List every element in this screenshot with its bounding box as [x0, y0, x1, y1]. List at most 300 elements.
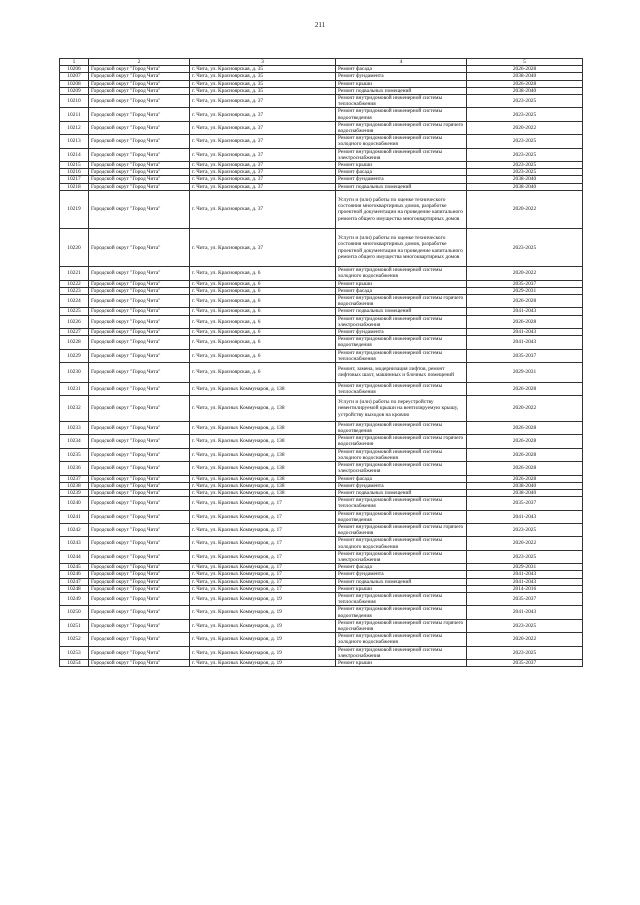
municipality: Городской округ "Город Чита" — [89, 267, 190, 280]
address: г. Чита, ул. Красных Коммунаров, д. 19 — [190, 606, 336, 619]
municipality: Городской округ "Город Чита" — [89, 475, 190, 482]
period: 2035-2037 — [467, 349, 583, 362]
address: г. Чита, ул. Красных Коммунаров, д. 17 — [190, 578, 336, 585]
row-number: 10247 — [60, 578, 89, 585]
period: 2041-2043 — [467, 578, 583, 585]
work-type: Ремонт внутридомовой инженерной системы холодного водоснабжения — [336, 633, 467, 646]
municipality: Городской округ "Город Чита" — [89, 87, 190, 94]
table-row — [60, 571, 583, 578]
municipality: Городской округ "Город Чита" — [89, 396, 190, 422]
row-number: 10229 — [60, 349, 89, 362]
address: г. Чита, ул. Красных Коммунаров, д. 138 — [190, 396, 336, 422]
address: г. Чита, ул. Красных Коммунаров, д. 138 — [190, 382, 336, 395]
period: 2023-2025 — [467, 148, 583, 161]
header-col-2: 2 — [89, 59, 190, 66]
work-type: Ремонт подвальных помещений — [336, 308, 467, 315]
period: 2041-2043 — [467, 571, 583, 578]
row-number: 10235 — [60, 448, 89, 461]
address: г. Чита, ул. Красноярская, д. 6 — [190, 308, 336, 315]
row-number: 10254 — [60, 659, 89, 666]
row-number: 10249 — [60, 592, 89, 605]
row-number: 10214 — [60, 148, 89, 161]
work-type: Ремонт крыши — [336, 659, 467, 666]
period: 2023-2025 — [467, 135, 583, 148]
municipality: Городской округ "Город Чита" — [89, 308, 190, 315]
row-number: 10218 — [60, 183, 89, 190]
table-row — [60, 523, 583, 536]
table-row — [60, 73, 583, 80]
work-type: Ремонт внутридомовой инженерной системы горячего водоснабжения — [336, 619, 467, 632]
work-type: Ремонт внутридомовой инженерной системы горячего водоснабжения — [336, 121, 467, 134]
work-type: Ремонт фасада — [336, 287, 467, 294]
period: 2041-2043 — [467, 606, 583, 619]
municipality: Городской округ "Город Чита" — [89, 382, 190, 395]
table-row — [60, 349, 583, 362]
row-number: 10217 — [60, 176, 89, 183]
table-row — [60, 183, 583, 190]
row-number: 10253 — [60, 646, 89, 659]
municipality: Городской округ "Город Чита" — [89, 619, 190, 632]
table-row — [60, 382, 583, 395]
period: 2023-2025 — [467, 229, 583, 267]
table-row — [60, 435, 583, 448]
work-type: Ремонт фундамента — [336, 482, 467, 489]
address: г. Чита, ул. Красноярская, д. 6 — [190, 287, 336, 294]
table-row — [60, 578, 583, 585]
municipality: Городской округ "Город Чита" — [89, 66, 190, 73]
work-type: Ремонт внутридомовой инженерной системы теплоснабжения — [336, 382, 467, 395]
address: г. Чита, ул. Красных Коммунаров, д. 17 — [190, 523, 336, 536]
row-number: 10220 — [60, 229, 89, 267]
address: г. Чита, ул. Красных Коммунаров, д. 19 — [190, 659, 336, 666]
row-number: 10216 — [60, 169, 89, 176]
municipality: Городской округ "Город Чита" — [89, 229, 190, 267]
work-type: Ремонт крыши — [336, 585, 467, 592]
municipality: Городской округ "Город Чита" — [89, 295, 190, 308]
row-number: 10251 — [60, 619, 89, 632]
work-type: Ремонт фундамента — [336, 329, 467, 336]
work-type: Ремонт внутридомовой инженерной системы водоотведения — [336, 108, 467, 121]
table-row — [60, 646, 583, 659]
table-row — [60, 135, 583, 148]
municipality: Городской округ "Город Чита" — [89, 421, 190, 434]
work-type: Ремонт внутридомовой инженерной системы горячего водоснабжения — [336, 523, 467, 536]
work-type: Ремонт фасада — [336, 564, 467, 571]
row-number: 10248 — [60, 585, 89, 592]
table-row — [60, 108, 583, 121]
municipality: Городской округ "Город Чита" — [89, 606, 190, 619]
period: 2041-2043 — [467, 336, 583, 349]
row-number: 10232 — [60, 396, 89, 422]
work-type: Ремонт внутридомовой инженерной системы водоотведения — [336, 510, 467, 523]
municipality: Городской округ "Город Чита" — [89, 537, 190, 550]
work-type: Ремонт крыши — [336, 162, 467, 169]
table-row — [60, 162, 583, 169]
table-row — [60, 510, 583, 523]
period: 2029-2031 — [467, 363, 583, 383]
address: г. Чита, ул. Красноярская, д. 6 — [190, 267, 336, 280]
period: 2014-2016 — [467, 585, 583, 592]
period: 2020-2022 — [467, 121, 583, 134]
table-row — [60, 308, 583, 315]
period: 2026-2028 — [467, 295, 583, 308]
work-type: Услуги и (или) работы по переустройству невентилируемой крыши на вентилируемую крышу, устройству выходов на кровлю — [336, 396, 467, 422]
address: г. Чита, ул. Красноярская, д. 37 — [190, 162, 336, 169]
table-row — [60, 169, 583, 176]
table-row — [60, 585, 583, 592]
row-number: 10252 — [60, 633, 89, 646]
row-number: 10239 — [60, 489, 89, 496]
address: г. Чита, ул. Красных Коммунаров, д. 17 — [190, 564, 336, 571]
address: г. Чита, ул. Красных Коммунаров, д. 138 — [190, 448, 336, 461]
table-row — [60, 315, 583, 328]
municipality: Городской округ "Город Чита" — [89, 462, 190, 475]
row-number: 10233 — [60, 421, 89, 434]
period: 2029-2031 — [467, 564, 583, 571]
row-number: 10222 — [60, 280, 89, 287]
row-number: 10211 — [60, 108, 89, 121]
municipality: Городской округ "Город Чита" — [89, 148, 190, 161]
work-type: Ремонт фасада — [336, 475, 467, 482]
table-row — [60, 659, 583, 666]
municipality: Городской округ "Город Чита" — [89, 336, 190, 349]
row-number: 10244 — [60, 550, 89, 563]
row-number: 10234 — [60, 435, 89, 448]
work-type: Ремонт внутридомовой инженерной системы водоотведения — [336, 421, 467, 434]
work-type: Ремонт подвальных помещений — [336, 183, 467, 190]
municipality: Городской округ "Город Чита" — [89, 571, 190, 578]
table-row — [60, 396, 583, 422]
municipality: Городской округ "Город Чита" — [89, 564, 190, 571]
work-type: Ремонт внутридомовой инженерной системы электроснабжения — [336, 550, 467, 563]
capital-repair-table — [59, 58, 583, 667]
address: г. Чита, ул. Красноярская, д. 35 — [190, 80, 336, 87]
period: 2026-2028 — [467, 462, 583, 475]
work-type: Ремонт подвальных помещений — [336, 87, 467, 94]
period: 2038-2040 — [467, 183, 583, 190]
table-row — [60, 619, 583, 632]
municipality: Городской округ "Город Чита" — [89, 497, 190, 510]
municipality: Городской округ "Город Чита" — [89, 176, 190, 183]
municipality: Городской округ "Город Чита" — [89, 349, 190, 362]
period: 2026-2028 — [467, 382, 583, 395]
work-type: Ремонт фасада — [336, 66, 467, 73]
period: 2038-2040 — [467, 489, 583, 496]
municipality: Городской округ "Город Чита" — [89, 578, 190, 585]
address: г. Чита, ул. Красноярская, д. 37 — [190, 229, 336, 267]
table-row — [60, 421, 583, 434]
row-number: 10237 — [60, 475, 89, 482]
address: г. Чита, ул. Красноярская, д. 6 — [190, 336, 336, 349]
work-type: Ремонт фундамента — [336, 73, 467, 80]
table-row — [60, 606, 583, 619]
municipality: Городской округ "Город Чита" — [89, 523, 190, 536]
period: 2026-2028 — [467, 448, 583, 461]
work-type: Ремонт внутридомовой инженерной системы теплоснабжения — [336, 497, 467, 510]
municipality: Городской округ "Город Чита" — [89, 190, 190, 228]
address: г. Чита, ул. Красных Коммунаров, д. 17 — [190, 585, 336, 592]
period: 2023-2025 — [467, 95, 583, 108]
row-number: 10226 — [60, 315, 89, 328]
address: г. Чита, ул. Красноярская, д. 6 — [190, 280, 336, 287]
work-type: Ремонт внутридомовой инженерной системы холодного водоснабжения — [336, 448, 467, 461]
work-type: Ремонт фундамента — [336, 176, 467, 183]
table-row — [60, 482, 583, 489]
row-number: 10250 — [60, 606, 89, 619]
row-number: 10223 — [60, 287, 89, 294]
address: г. Чита, ул. Красноярская, д. 6 — [190, 363, 336, 383]
municipality: Городской округ "Город Чита" — [89, 363, 190, 383]
municipality: Городской округ "Город Чита" — [89, 633, 190, 646]
row-number: 10242 — [60, 523, 89, 536]
address: г. Чита, ул. Красных Коммунаров, д. 19 — [190, 646, 336, 659]
row-number: 10213 — [60, 135, 89, 148]
municipality: Городской округ "Город Чита" — [89, 169, 190, 176]
municipality: Городской округ "Город Чита" — [89, 121, 190, 134]
address: г. Чита, ул. Красноярская, д. 35 — [190, 66, 336, 73]
header-row — [60, 59, 583, 66]
table-row — [60, 295, 583, 308]
table-row — [60, 287, 583, 294]
table-row — [60, 564, 583, 571]
row-number: 10246 — [60, 571, 89, 578]
table-row — [60, 497, 583, 510]
period: 2023-2025 — [467, 108, 583, 121]
municipality: Городской округ "Город Чита" — [89, 287, 190, 294]
address: г. Чита, ул. Красноярская, д. 37 — [190, 190, 336, 228]
work-type: Ремонт внутридомовой инженерной системы горячего водоснабжения — [336, 435, 467, 448]
row-number: 10215 — [60, 162, 89, 169]
address: г. Чита, ул. Красноярская, д. 37 — [190, 148, 336, 161]
municipality: Городской округ "Город Чита" — [89, 315, 190, 328]
address: г. Чита, ул. Красноярская, д. 6 — [190, 295, 336, 308]
row-number: 10228 — [60, 336, 89, 349]
work-type: Ремонт фасада — [336, 169, 467, 176]
work-type: Ремонт внутридомовой инженерной системы электроснабжения — [336, 148, 467, 161]
period: 2026-2028 — [467, 421, 583, 434]
address: г. Чита, ул. Красных Коммунаров, д. 138 — [190, 462, 336, 475]
period: 2038-2040 — [467, 73, 583, 80]
municipality: Городской округ "Город Чита" — [89, 646, 190, 659]
table-row — [60, 87, 583, 94]
header-col-5: 5 — [467, 59, 583, 66]
work-type: Ремонт внутридомовой инженерной системы теплоснабжения — [336, 592, 467, 605]
address: г. Чита, ул. Красных Коммунаров, д. 138 — [190, 421, 336, 434]
period: 2026-2028 — [467, 66, 583, 73]
address: г. Чита, ул. Красноярская, д. 37 — [190, 169, 336, 176]
municipality: Городской округ "Город Чита" — [89, 183, 190, 190]
table-row — [60, 363, 583, 383]
address: г. Чита, ул. Красноярская, д. 35 — [190, 87, 336, 94]
period: 2038-2040 — [467, 87, 583, 94]
row-number: 10224 — [60, 295, 89, 308]
address: г. Чита, ул. Красноярская, д. 37 — [190, 121, 336, 134]
table-row — [60, 475, 583, 482]
row-number: 10221 — [60, 267, 89, 280]
period: 2020-2022 — [467, 267, 583, 280]
municipality: Городской округ "Город Чита" — [89, 135, 190, 148]
table-row — [60, 80, 583, 87]
period: 2041-2043 — [467, 308, 583, 315]
work-type: Ремонт внутридомовой инженерной системы холодного водоснабжения — [336, 135, 467, 148]
work-type: Ремонт внутридомовой инженерной системы горячего водоснабжения — [336, 295, 467, 308]
work-type: Ремонт, замена, модернизация лифтов, ремонт лифтовых шахт, машинных и блочных помещений — [336, 363, 467, 383]
work-type: Ремонт внутридомовой инженерной системы водоотведения — [336, 606, 467, 619]
page-number: 211 — [314, 21, 326, 29]
table-header — [60, 59, 583, 66]
municipality: Городской округ "Город Чита" — [89, 482, 190, 489]
table-row — [60, 121, 583, 134]
row-number: 10206 — [60, 66, 89, 73]
row-number: 10208 — [60, 80, 89, 87]
address: г. Чита, ул. Красноярская, д. 37 — [190, 95, 336, 108]
table-row — [60, 190, 583, 228]
municipality: Городской округ "Город Чита" — [89, 489, 190, 496]
address: г. Чита, ул. Красных Коммунаров, д. 138 — [190, 475, 336, 482]
work-type: Ремонт внутридомовой инженерной системы теплоснабжения — [336, 349, 467, 362]
period: 2035-2037 — [467, 659, 583, 666]
municipality: Городской округ "Город Чита" — [89, 435, 190, 448]
address: г. Чита, ул. Красноярская, д. 6 — [190, 349, 336, 362]
table-row — [60, 448, 583, 461]
address: г. Чита, ул. Красных Коммунаров, д. 17 — [190, 537, 336, 550]
table-row — [60, 336, 583, 349]
period: 2041-2043 — [467, 510, 583, 523]
municipality: Городской округ "Город Чита" — [89, 510, 190, 523]
table-row — [60, 462, 583, 475]
row-number: 10231 — [60, 382, 89, 395]
table-row — [60, 267, 583, 280]
table-row — [60, 95, 583, 108]
period: 2026-2028 — [467, 475, 583, 482]
municipality: Городской округ "Город Чита" — [89, 329, 190, 336]
address: г. Чита, ул. Красноярская, д. 37 — [190, 176, 336, 183]
municipality: Городской округ "Город Чита" — [89, 280, 190, 287]
header-col-4: 4 — [336, 59, 467, 66]
work-type: Ремонт подвальных помещений — [336, 578, 467, 585]
table-row — [60, 550, 583, 563]
work-type: Ремонт подвальных помещений — [336, 489, 467, 496]
period: 2020-2022 — [467, 633, 583, 646]
work-type: Ремонт внутридомовой инженерной системы электроснабжения — [336, 315, 467, 328]
municipality: Городской округ "Город Чита" — [89, 162, 190, 169]
table-row — [60, 229, 583, 267]
work-type: Ремонт крыши — [336, 80, 467, 87]
period: 2038-2040 — [467, 482, 583, 489]
address: г. Чита, ул. Красноярская, д. 37 — [190, 108, 336, 121]
period: 2035-2037 — [467, 592, 583, 605]
work-type: Ремонт внутридомовой инженерной системы холодного водоснабжения — [336, 537, 467, 550]
municipality: Городской округ "Город Чита" — [89, 108, 190, 121]
table-row — [60, 329, 583, 336]
period: 2026-2028 — [467, 435, 583, 448]
municipality: Городской округ "Город Чита" — [89, 550, 190, 563]
row-number: 10230 — [60, 363, 89, 383]
address: г. Чита, ул. Красноярская, д. 37 — [190, 135, 336, 148]
address: г. Чита, ул. Красных Коммунаров, д. 138 — [190, 489, 336, 496]
period: 2029-2031 — [467, 287, 583, 294]
row-number: 10243 — [60, 537, 89, 550]
municipality: Городской округ "Город Чита" — [89, 585, 190, 592]
municipality: Городской округ "Город Чита" — [89, 95, 190, 108]
row-number: 10219 — [60, 190, 89, 228]
row-number: 10238 — [60, 482, 89, 489]
row-number: 10207 — [60, 73, 89, 80]
row-number: 10245 — [60, 564, 89, 571]
work-type: Ремонт крыши — [336, 280, 467, 287]
address: г. Чита, ул. Красноярская, д. 6 — [190, 329, 336, 336]
period: 2023-2025 — [467, 162, 583, 169]
table-row — [60, 176, 583, 183]
address: г. Чита, ул. Красных Коммунаров, д. 17 — [190, 571, 336, 578]
work-type: Ремонт внутридомовой инженерной системы теплоснабжения — [336, 95, 467, 108]
address: г. Чита, ул. Красных Коммунаров, д. 17 — [190, 510, 336, 523]
work-type: Ремонт внутридомовой инженерной системы водоотведения — [336, 336, 467, 349]
table-row — [60, 148, 583, 161]
table-row — [60, 66, 583, 73]
municipality: Городской округ "Город Чита" — [89, 659, 190, 666]
row-number: 10212 — [60, 121, 89, 134]
work-type: Ремонт внутридомовой инженерной системы электроснабжения — [336, 462, 467, 475]
work-type: Ремонт внутридомовой инженерной системы холодного водоснабжения — [336, 267, 467, 280]
address: г. Чита, ул. Красных Коммунаров, д. 138 — [190, 435, 336, 448]
municipality: Городской округ "Город Чита" — [89, 80, 190, 87]
address: г. Чита, ул. Красных Коммунаров, д. 19 — [190, 633, 336, 646]
table-row — [60, 280, 583, 287]
period: 2020-2022 — [467, 190, 583, 228]
row-number: 10210 — [60, 95, 89, 108]
period: 2041-2043 — [467, 329, 583, 336]
row-number: 10241 — [60, 510, 89, 523]
address: г. Чита, ул. Красноярская, д. 6 — [190, 315, 336, 328]
period: 2023-2025 — [467, 646, 583, 659]
period: 2026-2028 — [467, 80, 583, 87]
period: 2035-2037 — [467, 497, 583, 510]
period: 2023-2025 — [467, 619, 583, 632]
work-type: Ремонт внутридомовой инженерной системы электроснабжения — [336, 646, 467, 659]
row-number: 10225 — [60, 308, 89, 315]
work-type: Услуги и (или) работы по оценке технического состояния многоквартирных домов, разработке проектной документации на проведение капитального ремонта общего имущества многоквартирных домов — [336, 229, 467, 267]
table-body — [60, 66, 583, 667]
address: г. Чита, ул. Красноярская, д. 35 — [190, 73, 336, 80]
work-type: Услуги и (или) работы по оценке технического состояния многоквартирных домов, разработке проектной документации на проведение капитального ремонта общего имущества многоквартирных домов — [336, 190, 467, 228]
address: г. Чита, ул. Красных Коммунаров, д. 17 — [190, 497, 336, 510]
table-row — [60, 489, 583, 496]
period: 2023-2025 — [467, 523, 583, 536]
address: г. Чита, ул. Красных Коммунаров, д. 17 — [190, 550, 336, 563]
period: 2023-2025 — [467, 550, 583, 563]
period: 2038-2040 — [467, 176, 583, 183]
address: г. Чита, ул. Красных Коммунаров, д. 19 — [190, 619, 336, 632]
municipality: Городской округ "Город Чита" — [89, 592, 190, 605]
table-row — [60, 537, 583, 550]
municipality: Городской округ "Город Чита" — [89, 448, 190, 461]
period: 2020-2022 — [467, 396, 583, 422]
address: г. Чита, ул. Красных Коммунаров, д. 19 — [190, 592, 336, 605]
work-type: Ремонт фундамента — [336, 571, 467, 578]
municipality: Городской округ "Город Чита" — [89, 73, 190, 80]
period: 2035-2037 — [467, 280, 583, 287]
period: 2026-2028 — [467, 315, 583, 328]
header-col-3: 3 — [190, 59, 336, 66]
period: 2023-2025 — [467, 169, 583, 176]
row-number: 10227 — [60, 329, 89, 336]
table-row — [60, 592, 583, 605]
row-number: 10209 — [60, 87, 89, 94]
row-number: 10236 — [60, 462, 89, 475]
period: 2020-2022 — [467, 537, 583, 550]
address: г. Чита, ул. Красноярская, д. 37 — [190, 183, 336, 190]
